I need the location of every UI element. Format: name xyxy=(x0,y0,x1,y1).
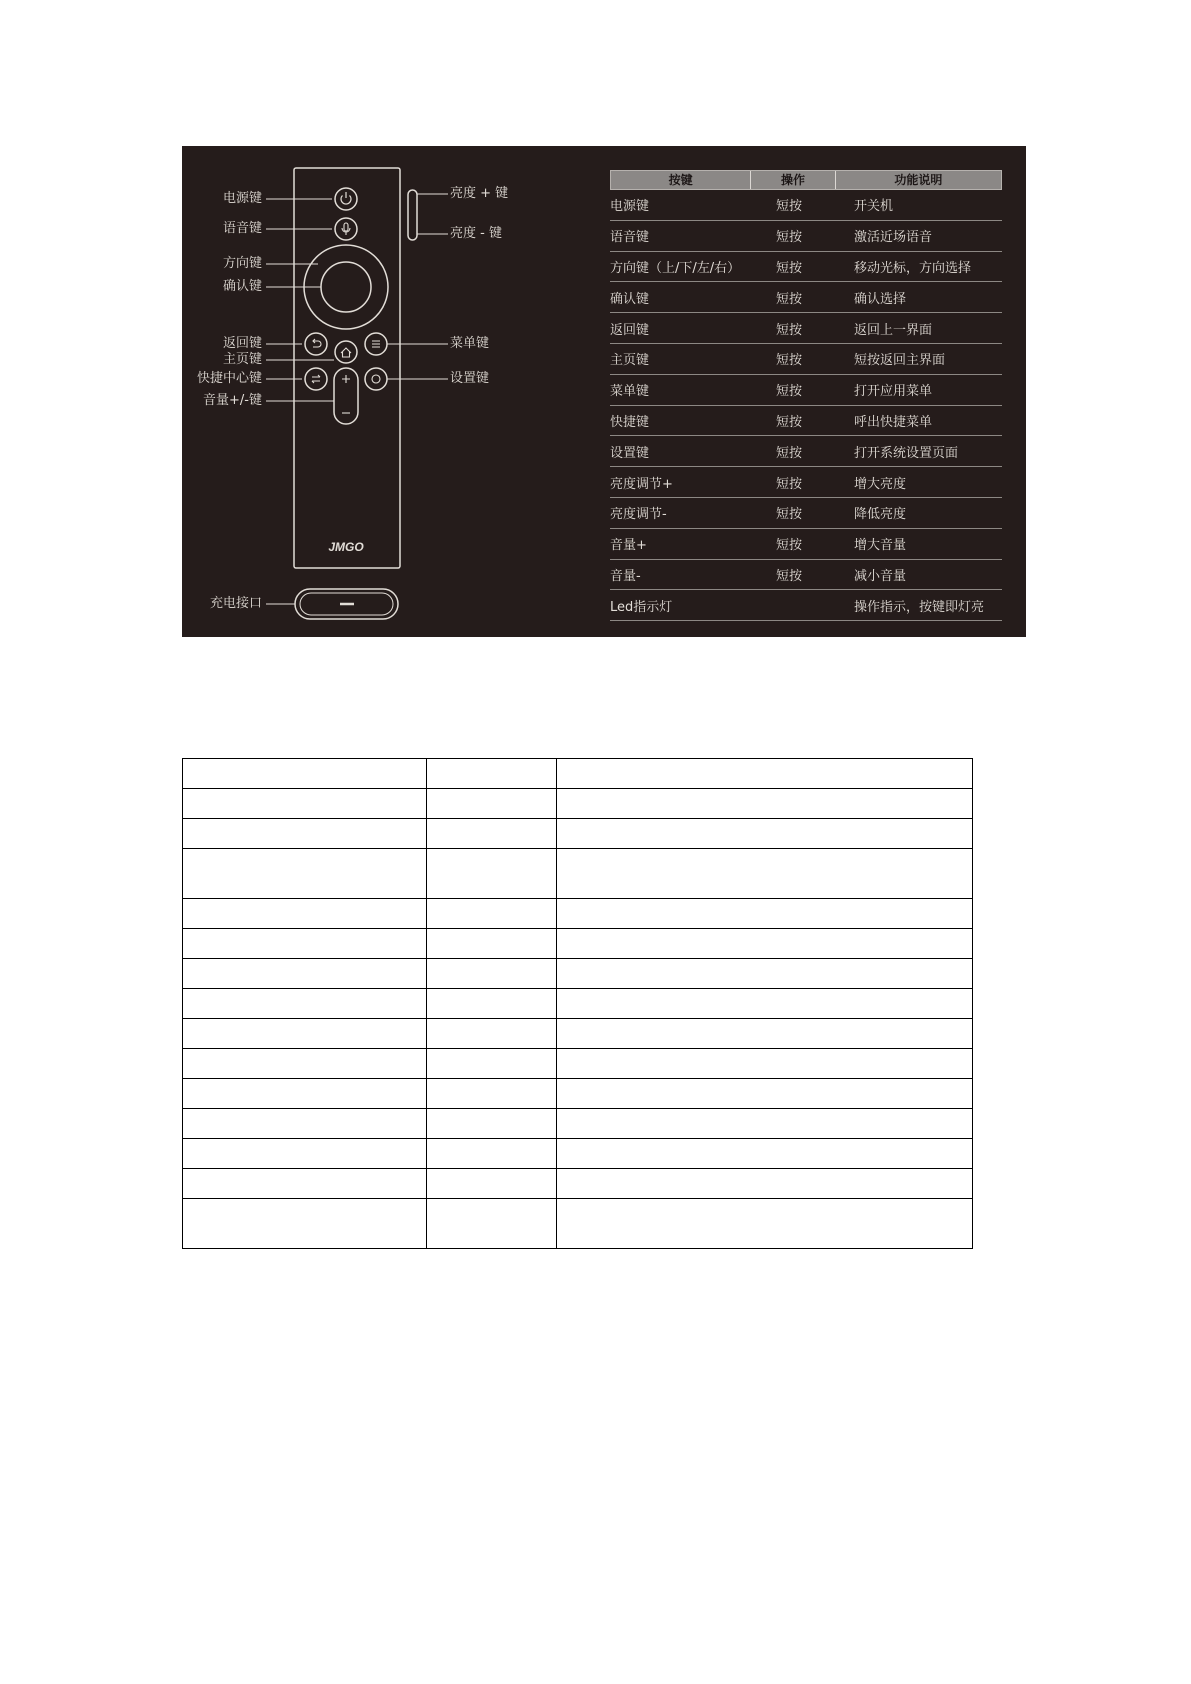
cell-key: 确认键 xyxy=(610,291,650,307)
table-cell xyxy=(183,959,427,989)
table-cell xyxy=(183,1199,427,1249)
table-row xyxy=(610,375,1002,406)
table-row xyxy=(183,1019,973,1049)
table-header xyxy=(610,170,1002,190)
table-cell xyxy=(183,1109,427,1139)
table-cell xyxy=(183,899,427,929)
cell-key: Led指示灯 xyxy=(610,599,673,615)
cell-key: 方向键（上/下/左/右） xyxy=(610,260,741,276)
table-row xyxy=(610,221,1002,252)
table-row xyxy=(610,467,1002,498)
label-ok: 确认键 xyxy=(222,279,262,294)
table-row xyxy=(610,560,1002,591)
table-row xyxy=(183,899,973,929)
settings-icon xyxy=(372,375,380,383)
table-cell xyxy=(427,819,557,849)
table-cell xyxy=(557,1139,973,1169)
table-cell xyxy=(183,1169,427,1199)
table-cell xyxy=(427,929,557,959)
table-cell xyxy=(557,959,973,989)
table-cell xyxy=(427,1079,557,1109)
cell-key: 音量+ xyxy=(610,538,647,554)
label-direction: 方向键 xyxy=(222,256,262,271)
cell-description: 操作指示，按键即灯亮 xyxy=(854,599,985,615)
table-row xyxy=(610,344,1002,375)
power-icon xyxy=(341,192,351,204)
cell-key: 亮度调节- xyxy=(610,507,667,523)
table-cell xyxy=(557,899,973,929)
brightness-rocker xyxy=(408,190,417,240)
label-volume: 音量+/-键 xyxy=(203,393,262,408)
label-shortcut: 快捷中心键 xyxy=(196,371,262,386)
cell-description: 激活近场语音 xyxy=(854,230,933,246)
table-row xyxy=(183,759,973,789)
cell-description: 打开系统设置页面 xyxy=(854,445,959,461)
table-cell xyxy=(557,819,973,849)
table-cell xyxy=(183,929,427,959)
cell-key: 快捷键 xyxy=(610,414,650,430)
cell-description: 减小音量 xyxy=(854,568,907,584)
table-row xyxy=(610,313,1002,344)
cell-action: 短按 xyxy=(776,476,803,492)
table-cell xyxy=(557,989,973,1019)
cell-description: 增大亮度 xyxy=(854,476,907,492)
table-cell xyxy=(557,1109,973,1139)
table-cell xyxy=(427,1169,557,1199)
table-row xyxy=(183,1079,973,1109)
menu-icon xyxy=(372,341,380,347)
table-row xyxy=(183,1139,973,1169)
table-row xyxy=(183,789,973,819)
table-cell xyxy=(427,1049,557,1079)
cell-action: 短按 xyxy=(776,199,803,215)
cell-action: 短按 xyxy=(776,384,803,400)
table-row xyxy=(183,959,973,989)
cell-description: 呼出快捷菜单 xyxy=(854,414,933,430)
table-cell xyxy=(557,1079,973,1109)
cell-description: 移动光标，方向选择 xyxy=(854,260,972,276)
shortcut-button-shape xyxy=(305,368,327,390)
table-cell xyxy=(427,1019,557,1049)
table-cell xyxy=(183,849,427,899)
table-cell xyxy=(427,1139,557,1169)
home-button-shape xyxy=(335,341,357,363)
table-row xyxy=(610,190,1002,221)
label-settings: 设置键 xyxy=(450,371,490,386)
cell-description: 开关机 xyxy=(854,199,894,215)
cell-action: 短按 xyxy=(776,445,803,461)
table-row xyxy=(183,1199,973,1249)
cell-action: 短按 xyxy=(776,538,803,554)
table-row xyxy=(183,1169,973,1199)
table-cell xyxy=(183,759,427,789)
brand-logo: JMGO xyxy=(328,540,364,554)
cell-action: 短按 xyxy=(776,230,803,246)
label-voice: 语音键 xyxy=(222,221,262,236)
table-row xyxy=(183,929,973,959)
table-cell xyxy=(183,1019,427,1049)
table-cell xyxy=(183,789,427,819)
cell-description: 返回上一界面 xyxy=(854,322,933,338)
table-cell xyxy=(557,1169,973,1199)
table-cell xyxy=(183,1139,427,1169)
cell-key: 菜单键 xyxy=(610,384,650,400)
home-icon xyxy=(341,348,351,357)
table-cell xyxy=(557,849,973,899)
table-row xyxy=(610,590,1002,621)
table-row xyxy=(610,498,1002,529)
shortcut-icon xyxy=(312,375,320,383)
table-cell xyxy=(427,1199,557,1249)
table-row xyxy=(183,819,973,849)
table-cell xyxy=(427,759,557,789)
voice-button-shape xyxy=(335,218,357,240)
table-cell xyxy=(183,1079,427,1109)
table-cell xyxy=(557,789,973,819)
back-icon xyxy=(313,339,321,347)
cell-key: 设置键 xyxy=(610,445,650,461)
volume-plus-icon xyxy=(342,375,350,383)
table-row xyxy=(610,252,1002,283)
header-key: 按键 xyxy=(611,171,751,189)
table-cell xyxy=(557,929,973,959)
label-brightness-down: 亮度 - 键 xyxy=(450,226,502,241)
table-cell xyxy=(557,759,973,789)
label-back: 返回键 xyxy=(222,336,262,351)
label-brightness-up: 亮度 + 键 xyxy=(450,186,509,201)
table-row xyxy=(610,282,1002,313)
table-row xyxy=(610,406,1002,437)
table-row xyxy=(183,1109,973,1139)
table-cell xyxy=(427,849,557,899)
cell-key: 主页键 xyxy=(610,353,650,369)
table-cell xyxy=(427,789,557,819)
table-cell xyxy=(427,1109,557,1139)
table-row xyxy=(183,989,973,1019)
table-cell xyxy=(183,989,427,1019)
table-body xyxy=(610,190,1002,621)
cell-action: 短按 xyxy=(776,322,803,338)
cell-description: 打开应用菜单 xyxy=(854,384,933,400)
cell-action: 短按 xyxy=(776,568,803,584)
table-cell xyxy=(183,819,427,849)
empty-grid-table xyxy=(182,758,973,1249)
table-row xyxy=(610,436,1002,467)
cell-action: 短按 xyxy=(776,291,803,307)
power-button-shape xyxy=(335,188,357,210)
button-function-table xyxy=(610,170,1002,621)
mic-icon xyxy=(344,223,348,231)
settings-button-shape xyxy=(365,368,387,390)
table-row xyxy=(183,849,973,899)
table-row xyxy=(183,1049,973,1079)
cell-key: 语音键 xyxy=(610,230,650,246)
table-row xyxy=(610,529,1002,560)
cell-key: 音量- xyxy=(610,568,641,584)
header-description: 功能说明 xyxy=(894,173,943,187)
table-cell xyxy=(557,1019,973,1049)
table-cell xyxy=(427,899,557,929)
cell-description: 确认选择 xyxy=(854,291,907,307)
table-cell xyxy=(427,959,557,989)
cell-key: 返回键 xyxy=(610,322,650,338)
label-charge: 充电接口 xyxy=(209,596,262,611)
label-home: 主页键 xyxy=(222,352,262,367)
header-action: 操作 xyxy=(751,171,836,189)
cell-action: 短按 xyxy=(776,507,803,523)
cell-key: 亮度调节+ xyxy=(610,476,673,492)
cell-action: 短按 xyxy=(776,260,803,276)
label-power: 电源键 xyxy=(222,191,262,206)
cell-action: 短按 xyxy=(776,353,803,369)
cell-action: 短按 xyxy=(776,414,803,430)
label-menu: 菜单键 xyxy=(450,336,490,351)
cell-key: 电源键 xyxy=(610,199,650,215)
cell-description: 增大音量 xyxy=(854,538,907,554)
back-button-shape xyxy=(305,333,327,355)
table-cell xyxy=(427,989,557,1019)
table-cell xyxy=(183,1049,427,1079)
table-cell xyxy=(557,1199,973,1249)
cell-description: 降低亮度 xyxy=(854,507,907,523)
cell-description: 短按返回主界面 xyxy=(854,353,946,369)
ok-button-shape xyxy=(321,262,371,312)
table-cell xyxy=(557,1049,973,1079)
remote-control-figure xyxy=(182,146,1026,637)
